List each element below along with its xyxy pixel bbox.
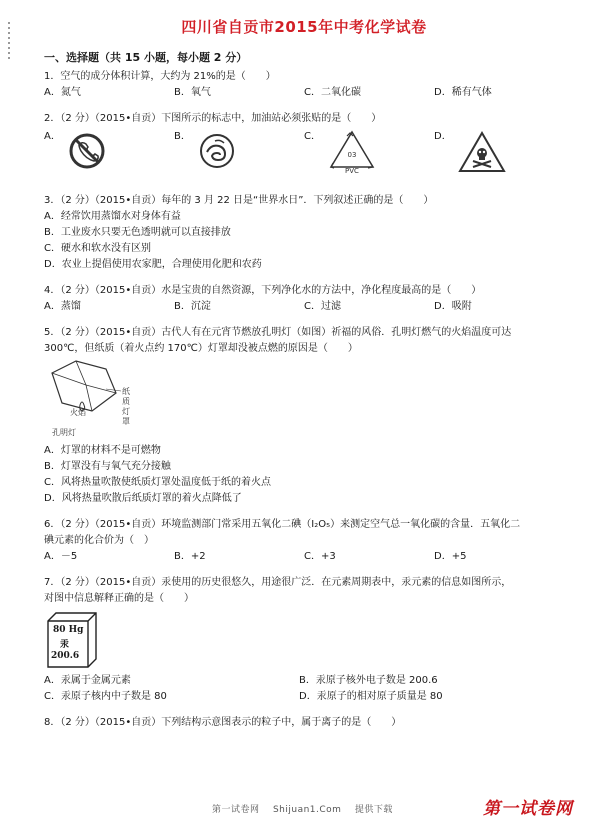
option-d[interactable]: D．: [434, 127, 564, 173]
question-2-stem: 2．（2 分）（2015•自贡）下图所示的标志中，加油站必须张贴的是（ ）: [44, 113, 382, 124]
option-b[interactable]: B．灯罩没有与氧气充分接触: [44, 461, 171, 472]
footer-text: 第一试卷网 Shijuan1.Com 提供下载: [212, 805, 393, 815]
footer-logo: 第一试卷网: [483, 799, 573, 819]
flame-label: 火焰: [70, 408, 86, 417]
element-name: 汞: [60, 640, 70, 650]
margin-dots: [6, 22, 12, 62]
option-c[interactable]: C． 03 PVC: [304, 127, 434, 173]
option-c[interactable]: C．风将热量吹散使纸质灯罩处温度低于纸的着火点: [44, 477, 271, 488]
option-c[interactable]: C．硬水和软水没有区别: [44, 243, 151, 254]
option-d[interactable]: D．农业上提倡使用农家肥，合理使用化肥和农药: [44, 259, 262, 270]
question-4-stem: 4．（2 分）（2015•自贡）水是宝贵的自然资源，下列净化水的方法中，净化程度最高的是（ ）: [44, 285, 482, 296]
question-6-options: [44, 549, 564, 565]
no-phone-sign-icon: [67, 131, 107, 171]
recycle-pvc-sign-icon: [327, 129, 377, 173]
kongming-lantern-figure: [46, 359, 156, 439]
paper-lampshade-label: 纸质灯罩: [122, 387, 130, 426]
question-5-stem: 5．（2 分）（2015•自贡）古代人有在元宵节燃放孔明灯（如图）祈福的风俗．孔明灯燃气的火焰温度可达: [44, 327, 512, 338]
lantern-label: 孔明灯: [52, 428, 76, 437]
option-c[interactable]: C．汞原子核内中子数是 80: [44, 691, 167, 702]
option-d[interactable]: D．+5: [434, 551, 467, 562]
question-7-options-row1: [44, 673, 564, 689]
question-6-stem-cont: 碘元素的化合价为（ ）: [44, 535, 154, 546]
option-a[interactable]: A．蒸馏: [44, 301, 81, 312]
option-a[interactable]: A．－5: [44, 551, 78, 562]
option-a[interactable]: A．氮气: [44, 87, 81, 98]
option-d[interactable]: D．风将热量吹散后纸质灯罩的着火点降低了: [44, 493, 242, 504]
question-1-options: [44, 85, 564, 101]
option-a[interactable]: A．灯罩的材料不是可燃物: [44, 445, 161, 456]
option-c[interactable]: C．二氧化碳: [304, 87, 361, 98]
question-2-signs: [44, 127, 564, 193]
option-c[interactable]: C．+3: [304, 551, 336, 562]
question-7-options-row2: [44, 689, 564, 705]
exam-title: 四川省自贡市2015年中考化学试卷: [181, 18, 427, 36]
question-3-stem: 3．（2 分）（2015•自贡）每年的 3 月 22 日是“世界水日”．下列叙述正确的是（ ）: [44, 195, 434, 206]
toxic-skull-sign-icon: [458, 131, 506, 173]
option-d[interactable]: D．吸附: [434, 301, 472, 312]
water-saving-sign-icon: [197, 131, 237, 171]
option-b[interactable]: B．+2: [174, 551, 206, 562]
question-4-options: [44, 299, 564, 315]
element-number-symbol: 80 Hg: [53, 625, 84, 635]
option-d[interactable]: D．稀有气体: [434, 87, 492, 98]
question-8-stem: 8．（2 分）（2015•自贡）下列结构示意图表示的粒子中，属于离子的是（ ）: [44, 717, 402, 728]
option-b[interactable]: B．沉淀: [174, 301, 211, 312]
section-heading: 一、选择题（共 15 小题，每小题 2 分）: [44, 51, 248, 64]
option-b[interactable]: B．工业废水只要无色透明就可以直接排放: [44, 227, 231, 238]
exam-page: [44, 16, 564, 731]
question-7-stem-cont: 对图中信息解释正确的是（ ）: [44, 593, 194, 604]
element-mass: 200.6: [51, 651, 80, 661]
option-b[interactable]: B．氧气: [174, 87, 211, 98]
mercury-element-card: [46, 611, 98, 669]
question-7-stem: 7．（2 分）（2015•自贡）汞使用的历史很悠久，用途很广泛．在元素周期表中，汞元素的信息如图所示，: [44, 577, 512, 588]
option-b[interactable]: B．汞原子核外电子数是 200.6: [299, 675, 438, 686]
question-1-stem: 1．空气的成分体积计算，大约为 21%的是（ ）: [44, 71, 276, 82]
option-a[interactable]: A．汞属于金属元素: [44, 675, 131, 686]
option-a[interactable]: A．: [44, 127, 174, 171]
svg-text:PVC: PVC: [345, 167, 359, 173]
question-5-stem-cont: 300℃，但纸质（着火点约 170℃）灯罩却没被点燃的原因是（ ）: [44, 343, 358, 354]
svg-text:03: 03: [347, 151, 357, 159]
option-d[interactable]: D．汞原子的相对原子质量是 80: [299, 691, 443, 702]
option-b[interactable]: B．: [174, 127, 304, 171]
question-6-stem: 6．（2 分）（2015•自贡）环境监测部门常采用五氧化二碘（I₂O₅）来测定空气总一氧化碳的含量．五氧化二: [44, 519, 521, 530]
option-a[interactable]: A．经常饮用蒸馏水对身体有益: [44, 211, 181, 222]
option-c[interactable]: C．过滤: [304, 301, 341, 312]
